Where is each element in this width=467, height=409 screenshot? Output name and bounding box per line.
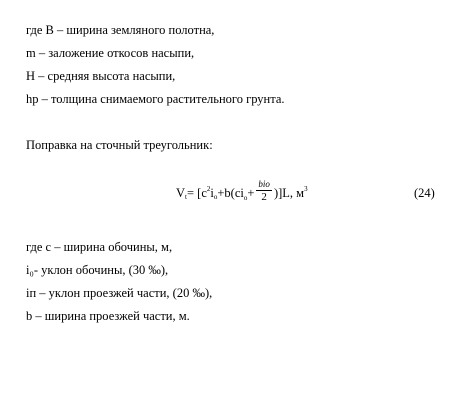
correction-heading: Поправка на сточный треугольник: [26,138,213,152]
definition-line: hр – толщина снимаемого растительного грунта. [26,92,285,106]
formula-tail: )]L, м [273,186,305,200]
definition-line: i₀- уклон обочины, (30 ‰), [26,263,169,277]
formula-tail-superscript: 3 [304,185,308,194]
equation-number: (24) [414,186,435,200]
formula-lhs-subscript: t [185,193,187,202]
formula-ci [235,186,248,202]
formula-ci-text: ci [234,186,244,201]
formula-lhs: V [176,186,186,200]
definition-line: где B – ширина земляного полотна, [26,23,215,37]
formula-i: i [210,186,214,200]
fraction-denominator: 2 [261,191,267,203]
definition-line: b – ширина проезжей части, м. [26,309,190,323]
formula-plus-b: +b( [217,186,235,200]
formula-fraction [256,179,272,204]
definition-line: H – средняя высота насыпи, [26,69,176,83]
definition-line: iп – уклон проезжей части, (20 ‰), [26,286,213,300]
definition-line: m – заложение откосов насыпи, [26,46,195,60]
definition-line: где c – ширина обочины, м, [26,240,173,254]
formula-eq: = [c [186,186,207,200]
formula-plus: + [247,186,255,200]
formula-ci-subscript: o [243,193,248,202]
formula-superscript: 2 [206,185,211,194]
formula-i-subscript: o [213,193,218,202]
formula [176,181,308,211]
fraction-numerator: bio [258,179,270,189]
